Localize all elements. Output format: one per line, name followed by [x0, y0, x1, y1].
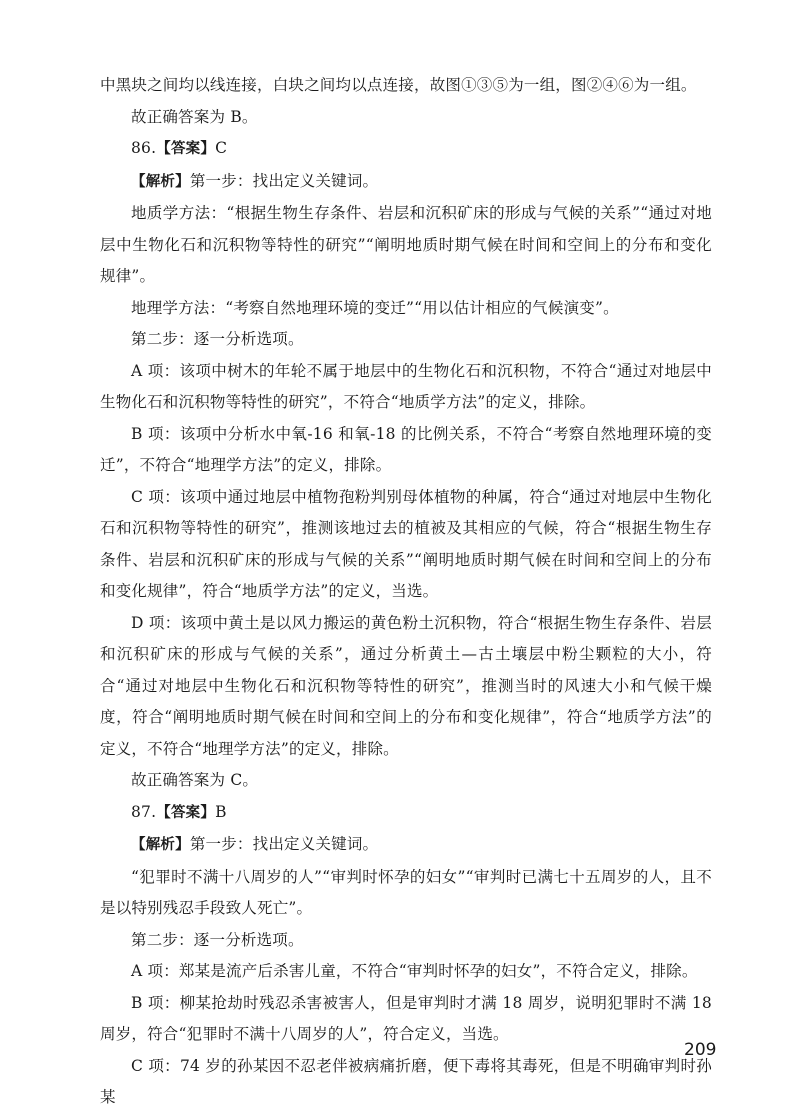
q86-answer-tag: 【答案】 — [156, 141, 216, 157]
q87-analysis-tag: 【解析】 — [131, 837, 190, 853]
q86-analysis-step1 — [100, 166, 712, 199]
q87-definition-keywords: “犯罪时不满十八周岁的人”“审判时怀孕的妇女”“审判时已满七十五周岁的人，且不是以特别残忍手段致人死亡”。 — [100, 867, 712, 917]
q86-step1-text: 第一步：找出定义关键词。 — [189, 171, 379, 190]
q86-option-c: C 项：该项中通过地层中植物孢粉判别母体植物的种属，符合“通过对地层中生物化石和沉积物等特性的研究”，推测该地过去的植被及其相应的气候，符合“根据生物生存条件、岩层和沉积矿床的形成与气候的关系”“阐明地质时期气候在时间和空间上的分布和变化规律”，符合“地质学方法”的定义，当选。 — [100, 487, 712, 600]
q86-number: 86. — [131, 139, 157, 157]
q86-option-d: D 项：该项中黄土是以风力搬运的黄色粉土沉积物，符合“根据生物生存条件、岩层和沉积矿床的形成与气候的关系”，通过分析黄土—古土壤层中粉尘颗粒的大小，符合“通过对地层中生物化石和沉积物等特性的研究”，推测当时的风速大小和气候干燥度，符合“阐明地质时期气候在时间和空间上的分布和变化规律”，符合“地质学方法”的定义，不符合“地理学方法”的定义，排除。 — [100, 613, 712, 758]
q86-option-b: B 项：该项中分析水中氧-16 和氧-18 的比例关系，不符合“考察自然地理环境的变迁”，不符合“地理学方法”的定义，排除。 — [100, 424, 712, 474]
q86-answer-line — [100, 133, 712, 166]
paragraph-q85-final-answer: 故正确答案为 B。 — [131, 107, 258, 126]
q86-geography-definition: 地理学方法：“考察自然地理环境的变迁”“用以估计相应的气候演变”。 — [131, 298, 619, 317]
q86-answer-value: C — [215, 139, 228, 157]
q86-option-a: A 项：该项中树木的年轮不属于地层中的生物化石和沉积物，不符合“通过对地层中生物化石和沉积物等特性的研究”，不符合“地质学方法”的定义，排除。 — [100, 361, 712, 411]
paragraph-continuation: 中黑块之间均以线连接，白块之间均以点连接，故图①③⑤为一组，图②④⑥为一组。 — [100, 76, 697, 94]
q86-analysis-tag: 【解析】 — [131, 173, 190, 190]
q87-step1-text: 第一步：找出定义关键词。 — [189, 835, 379, 853]
q87-option-a: A 项：郑某是流产后杀害儿童，不符合“审判时怀孕的妇女”，不符合定义，排除。 — [131, 962, 698, 980]
q87-option-b: B 项：柳某抢劫时残忍杀害被害人，但是审判时才满 18 周岁，说明犯罪时不满 18 周岁，符合“犯罪时不满十八周岁的人”，符合定义，当选。 — [100, 993, 712, 1043]
page-number: 209 — [684, 1040, 717, 1060]
page-content — [100, 70, 712, 1114]
q86-final-answer: 故正确答案为 C。 — [131, 771, 259, 789]
q87-option-c: C 项：74 岁的孙某因不忍老伴被病痛折磨，便下毒将其毒死，但是不明确审判时孙某 — [100, 1056, 712, 1106]
q86-step2: 第二步：逐一分析选项。 — [131, 330, 304, 348]
q87-answer-tag: 【答案】 — [156, 804, 216, 821]
q87-analysis-step1 — [100, 829, 712, 862]
q87-step2: 第二步：逐一分析选项。 — [131, 930, 304, 949]
q87-answer-value: B — [215, 802, 227, 821]
q87-number: 87. — [131, 802, 157, 821]
q87-answer-line — [100, 797, 712, 830]
q86-geology-definition: 地质学方法：“根据生物生存条件、岩层和沉积矿床的形成与气候的关系”“通过对地层中生物化石和沉积物等特性的研究”“阐明地质时期气候在时间和空间上的分布和变化规律”。 — [100, 204, 712, 285]
